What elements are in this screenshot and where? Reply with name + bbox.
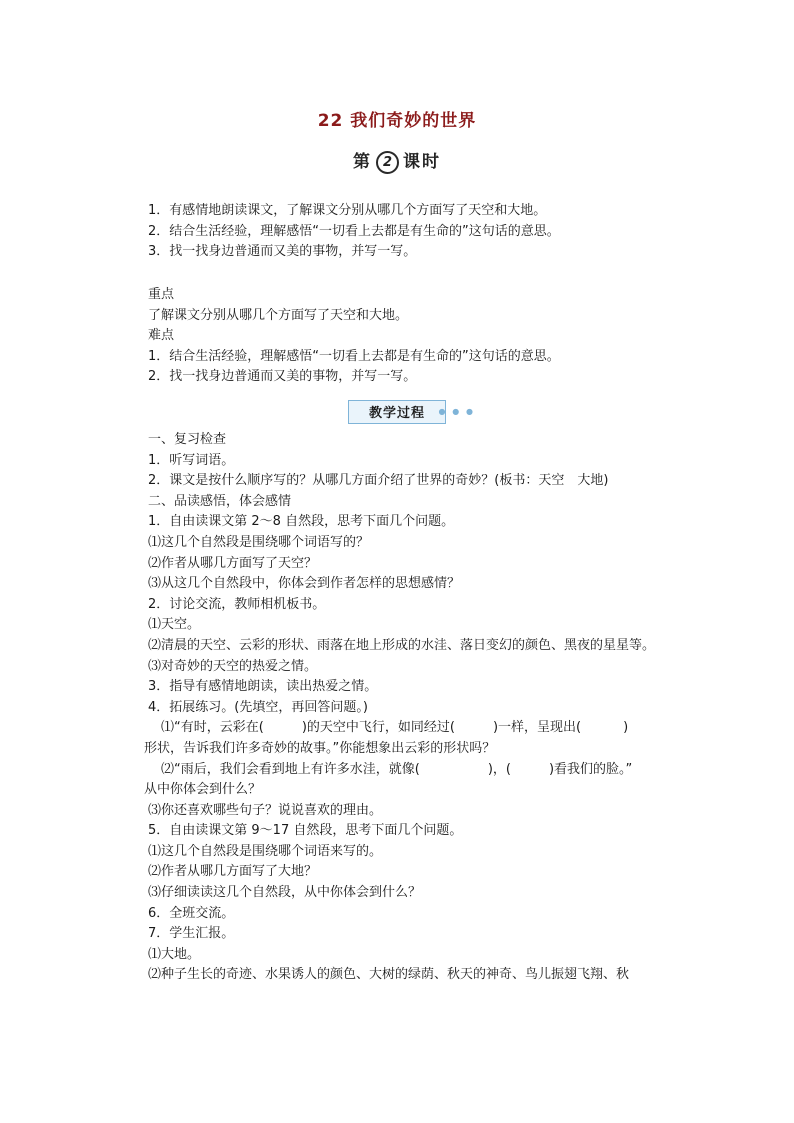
process-line: ⑶你还喜欢哪些句子？说说喜欢的理由。 [148,802,383,818]
exercise-1-part: )的天空中飞行，如同经过( [301,720,455,736]
teaching-process-banner [348,400,475,424]
nandian-item: 1．结合生活经验，理解感悟“一切看上去都是有生命的”这句话的意思。 [148,348,560,364]
zhongdian-text: 了解课文分别从哪几个方面写了天空和大地。 [148,307,409,323]
teaching-process [144,430,678,986]
process-line: ⑶对奇妙的天空的热爱之情。 [148,658,318,674]
exercise-1-part: )一样，呈现出( [492,720,582,736]
process-line: 2．讨论交流，教师相机板书。 [148,596,326,612]
process-line: ⑴这几个自然段是围绕哪个词语来写的。 [148,843,383,859]
banner-dots-decoration: ● ● ● [438,407,475,416]
process-line: ⑵作者从哪几方面写了天空？ [148,555,318,571]
objective-item: 2．结合生活经验，理解感悟“一切看上去都是有生命的”这句话的意思。 [148,223,560,239]
exercise-1-line [148,718,678,739]
process-line: ⑴天空。 [148,617,201,633]
process-line: 二、品读感悟，体会感情 [148,493,292,509]
process-line: ⑵作者从哪几方面写了大地？ [148,864,318,880]
process-line: 3．指导有感情地朗读，读出热爱之情。 [148,679,378,695]
exercise-1-part: ⑴“有时，云彩在( [161,720,264,736]
nandian-item: 2．找一找身边普通而又美的事物，并写一写。 [148,369,417,385]
process-line: ⑴大地。 [148,946,201,962]
key-points-section [148,285,678,388]
process-line: 5．自由读课文第 9～17 自然段，思考下面几个问题。 [148,823,463,839]
teaching-process-banner-wrap [0,400,794,424]
banner-label: 教学过程 [368,406,425,421]
exercise-1-cont: 形状，告诉我们许多奇妙的故事。”你能想象出云彩的形状吗？ [144,740,496,756]
page-title: 22 我们奇妙的世界 [317,111,477,131]
exercise-2-part: ⑵“雨后，我们会看到地上有许多水洼，就像( [161,761,420,777]
process-line: ⑶仔细读读这几个自然段，从中你体会到什么？ [148,885,422,901]
objective-item: 3．找一找身边普通而又美的事物，并写一写。 [148,244,417,260]
objective-item: 1．有感情地朗读课文，了解课文分别从哪几个方面写了天空和大地。 [148,203,547,218]
exercise-2-line [148,760,678,781]
lesson-suffix: 课时 [403,152,441,172]
process-line: ⑴这几个自然段是围绕哪个词语写的？ [148,534,370,550]
process-paragraph-long: ⑵清晨的天空、云彩的形状、雨落在地上形成的水洼、落日变幻的颜色、黑夜的星星等。 [148,637,656,653]
exercise-2-part: )，( [487,761,511,777]
lesson-heading [0,147,794,174]
lesson-prefix: 第 [353,152,372,172]
process-line: 1．自由读课文第 2～8 自然段，思考下面几个问题。 [148,514,455,530]
process-line: 6．全班交流。 [148,905,235,921]
process-line: 一、复习检查 [148,432,227,447]
process-line: 1．听写词语。 [148,452,235,468]
process-line: 4．拓展练习。(先填空，再回答问题。) [148,699,368,715]
process-line: 2．课文是按什么顺序写的？从哪几方面介绍了世界的奇妙？(板书：天空 大地) [148,473,609,489]
zhongdian-label: 重点 [148,287,175,302]
process-line: ⑶从这几个自然段中，你体会到作者怎样的思想感情？ [148,576,461,592]
exercise-1-part: ) [623,720,629,736]
objectives-list [148,201,678,263]
nandian-label: 难点 [148,328,175,344]
process-line: 7．学生汇报。 [148,926,235,942]
process-line: ⑵种子生长的奇迹、水果诱人的颜色、大树的绿荫、秋天的神奇、鸟儿振翅飞翔、秋 [148,967,630,983]
lesson-number-badge: 2 [376,151,399,174]
exercise-2-part: )看我们的脸。” [548,761,633,777]
exercise-2-cont: 从中你体会到什么？ [144,782,262,798]
